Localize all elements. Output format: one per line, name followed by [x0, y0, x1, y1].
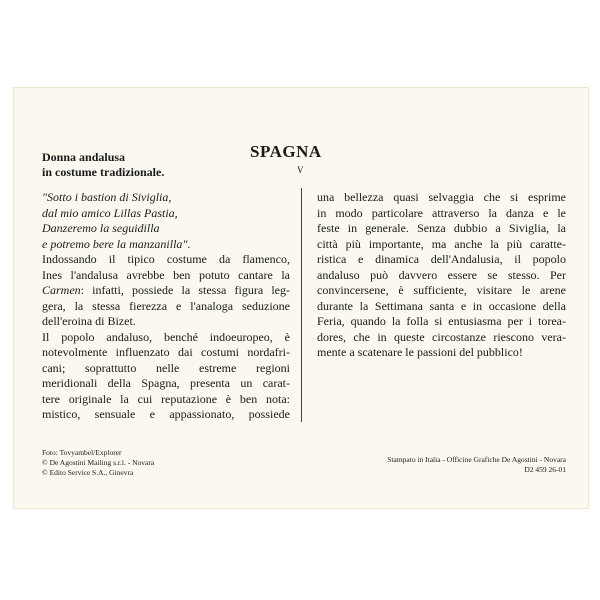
column-divider	[301, 188, 302, 422]
text-line: meridionali della Spagna, presenta un carat-	[42, 376, 290, 390]
text-line: convincersene, è sufficiente, visitare le arene	[317, 283, 566, 297]
text-line: Indossando il tipico costume da flamenco,	[42, 252, 290, 266]
text-line: cani; soprattutto nelle estreme regioni	[42, 360, 290, 375]
text-line: gera, la stessa fierezza e l'analoga seduzione	[42, 298, 290, 313]
quote-line: dal mio amico Lillas Pastia,	[42, 205, 178, 220]
text-line: ristica e dinamica dell'Andalusia, il popolo	[317, 252, 566, 266]
text-line: andaluso può davvero essere se stesso. Per	[317, 267, 566, 282]
text-line: una bellezza quasi selvaggia che si esprime	[317, 190, 566, 204]
card-number: V	[297, 165, 304, 175]
printer-code: D2 459 26-01	[524, 465, 566, 474]
text-line: Ines l'andalusa avrebbe ben potuto cantare la	[42, 267, 290, 282]
text-line: durante la Settimana santa e in occasione della	[317, 298, 566, 313]
text-line: feste in generale. Senza dubbio a Siviglia, la	[317, 221, 566, 235]
text-column-left	[42, 190, 290, 423]
printer-info	[372, 455, 566, 475]
caption-line: Donna andalusa	[42, 150, 126, 164]
page-title: SPAGNA	[250, 142, 322, 161]
photo-credits	[42, 448, 154, 478]
printer-line: Stampato in Italia - Officine Grafiche De Agostini - Novara	[387, 455, 566, 464]
text-line: in modo particolare attraverso la danza e le	[317, 205, 566, 220]
text-line: mistico, sensuale e appassionato, possiede	[42, 407, 290, 421]
caption-heading	[42, 150, 164, 180]
text-line: mente a scatenare le passioni del pubblico!	[317, 345, 523, 359]
text-line: notevolmente influenzato dai costumi nordafri-	[42, 345, 290, 359]
text-line: Feria, quando la folla si entusiasma per i torea-	[317, 314, 566, 328]
body-paragraph	[42, 252, 290, 423]
body-paragraph	[317, 190, 566, 361]
quote-line: Danzeremo la seguidilla	[42, 221, 160, 235]
text-line: città più importante, ma anche la più caratte-	[317, 236, 566, 251]
credit-line: Foto: Tovyambel/Explorer	[42, 448, 122, 457]
quote-line: e potremo bere la manzanilla".	[42, 236, 191, 251]
text-line: dores, che in queste circostanze riescono vera-	[317, 329, 566, 344]
quote-line: "Sotto i bastion di Siviglia,	[42, 190, 172, 204]
credit-line: © De Agostini Mailing s.r.l. - Novara	[42, 458, 155, 467]
caption-line: in costume tradizionale.	[42, 165, 165, 179]
text-line: Carmen: infatti, possiede la stessa figura leg-	[42, 283, 290, 297]
text-line: tere originale la cui reputazione è ben nota:	[42, 391, 290, 406]
text-line: dell'eroina di Bizet.	[42, 314, 136, 328]
text-line: Il popolo andaluso, benché indoeuropeo, è	[42, 329, 290, 344]
credit-line: © Edito Service S.A., Ginevra	[42, 468, 134, 477]
opera-quote	[42, 190, 290, 252]
text-column-right	[317, 190, 566, 361]
